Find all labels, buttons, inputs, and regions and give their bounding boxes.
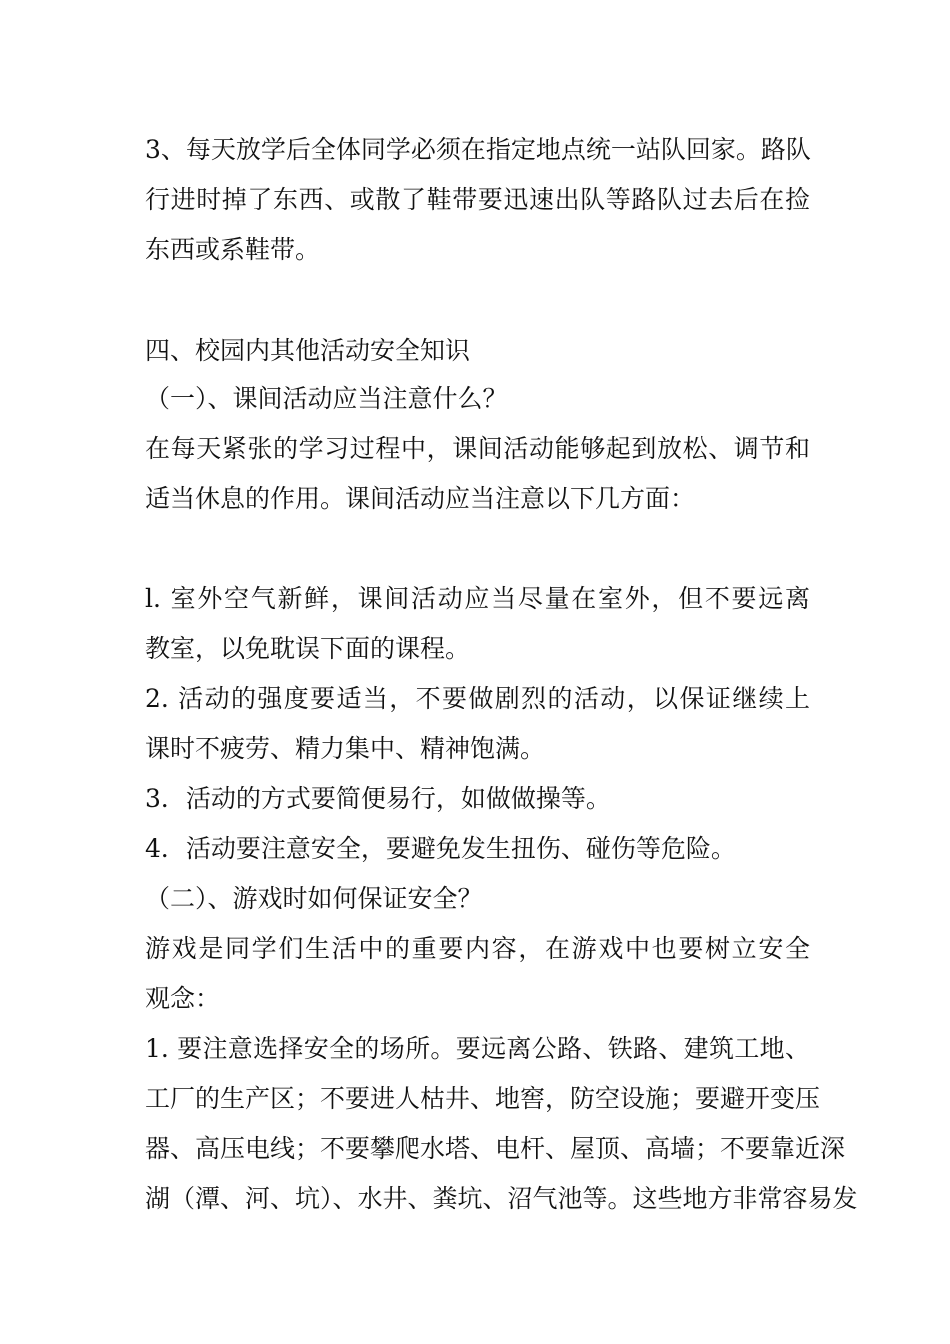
- list-item: l. 室外空气新鲜，课间活动应当尽量在室外，但不要远离: [145, 584, 810, 613]
- paragraph-line: 行进时掉了东西、或散了鞋带要迅速出队等路队过去后在捡: [145, 185, 810, 214]
- section-heading: 四、校园内其他活动安全知识: [145, 336, 471, 365]
- list-item: 3．活动的方式要简便易行，如做做操等。: [145, 784, 611, 813]
- paragraph-line: 游戏是同学们生活中的重要内容，在游戏中也要树立安全: [145, 934, 810, 963]
- list-item: 4．活动要注意安全，要避免发生扭伤、碰伤等危险。: [145, 834, 736, 863]
- paragraph-line: 观念：: [145, 984, 221, 1013]
- paragraph-line: 适当休息的作用。课间活动应当注意以下几方面：: [145, 484, 696, 513]
- paragraph-line: 3、每天放学后全体同学必须在指定地点统一站队回家。路队: [145, 135, 811, 164]
- paragraph-line: 东西或系鞋带。: [145, 235, 321, 264]
- subsection-heading: （一）、课间活动应当注意什么？: [145, 384, 508, 413]
- subsection-heading: （二）、游戏时如何保证安全？: [145, 884, 483, 913]
- list-item: 1. 要注意选择安全的场所。要远离公路、铁路、建筑工地、: [145, 1034, 810, 1063]
- paragraph-line: 湖（潭、河、坑）、水井、粪坑、沼气池等。这些地方非常容易发: [145, 1184, 858, 1213]
- paragraph-line: 课时不疲劳、精力集中、精神饱满。: [145, 734, 546, 763]
- paragraph-line: 工厂的生产区；不要进人枯井、地窖，防空设施；要避开变压: [145, 1084, 821, 1113]
- paragraph-line: 在每天紧张的学习过程中，课间活动能够起到放松、调节和: [145, 434, 810, 463]
- paragraph-line: 器、高压电线；不要攀爬水塔、电杆、屋顶、高墙；不要靠近深: [145, 1134, 846, 1163]
- list-item: 2. 活动的强度要适当，不要做剧烈的活动，以保证继续上: [145, 684, 810, 713]
- paragraph-line: 教室，以免耽误下面的课程。: [145, 634, 471, 663]
